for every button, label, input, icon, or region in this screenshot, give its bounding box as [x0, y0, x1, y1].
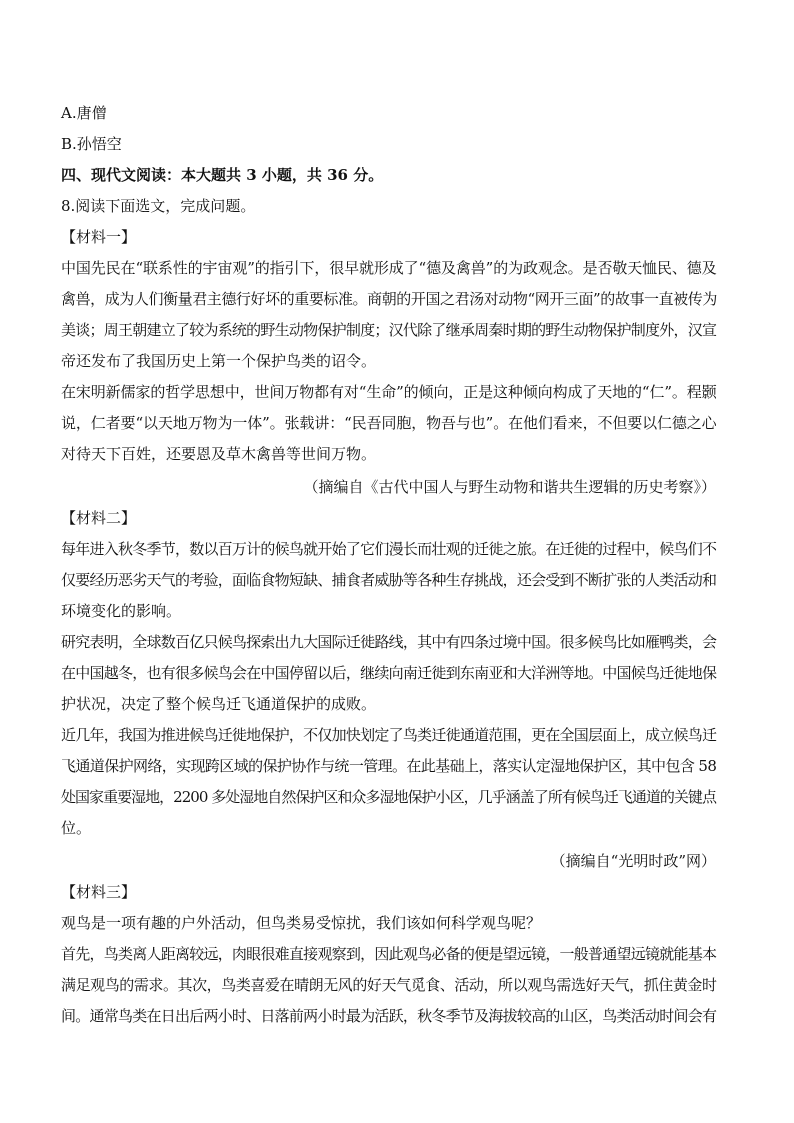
material-one-line: 美谈；周王朝建立了较为系统的野生动物保护制度；汉代除了继承周秦时期的野生动物保护制度外，汉宣 [61, 321, 717, 339]
material-two-line: 环境变化的影响。 [61, 602, 182, 620]
material-two-line: 护状况，决定了整个候鸟迁飞通道保护的成败。 [61, 695, 377, 713]
material-three-line: 间。通常鸟类在日出后两小时、日落前两小时最为活跃，秋冬季节及海拔较高的山区，鸟类活动时间会有 [61, 1007, 717, 1025]
material-two-line: 处国家重要湿地，2200 多处湿地自然保护区和众多湿地保护小区，几乎涵盖了所有候鸟迁飞通道的关键点 [61, 788, 716, 806]
material-one-line: 帝还发布了我国历史上第一个保护鸟类的诏令。 [61, 352, 377, 370]
material-two-source: （摘编自“光明时政”网） [550, 852, 716, 870]
material-two-heading: 【材料二】 [61, 509, 137, 527]
option-a: A.唐僧 [61, 104, 107, 122]
material-two-line: 仅要经历恶劣天气的考验，面临食物短缺、捕食者威胁等各种生存挑战，还会受到不断扩张的人类活动和 [61, 571, 717, 589]
material-three-line: 首先，鸟类离人距离较远，肉眼很难直接观察到，因此观鸟必备的便是望远镜，一般普通望远镜就能基本 [61, 945, 717, 963]
material-two-line: 每年进入秋冬季节，数以百万计的候鸟就开始了它们漫长而壮观的迁徙之旅。在迁徙的过程中，候鸟们不 [61, 540, 717, 558]
material-one-line: 在宋明新儒家的哲学思想中，世间万物都有对“生命”的倾向，正是这种倾向构成了天地的“仁”。程颢 [61, 383, 717, 401]
material-two-line: 在中国越冬，也有很多候鸟会在中国停留以后，继续向南迁徙到东南亚和大洋洲等地。中国候鸟迁徙地保 [61, 664, 717, 682]
material-three-heading: 【材料三】 [61, 883, 137, 901]
material-one-source: （摘编自《古代中国人与野生动物和谐共生逻辑的历史考察》） [303, 478, 716, 496]
section-heading: 四、现代文阅读：本大题共 3 小题，共 36 分。 [61, 166, 384, 184]
option-b: B.孙悟空 [61, 135, 122, 153]
material-one-line: 对待天下百姓，还要恩及草木禽兽等世间万物。 [61, 445, 377, 463]
material-one-line: 禽兽，成为人们衡量君主德行好坏的重要标准。商朝的开国之君汤对动物“网开三面”的故事一直被传为 [61, 290, 717, 308]
material-two-line: 近几年，我国为推进候鸟迁徙地保护，不仅加快划定了鸟类迁徙通道范围，更在全国层面上，成立候鸟迁 [61, 726, 717, 744]
material-one-line: 中国先民在“联系性的宇宙观”的指引下，很早就形成了“德及禽兽”的为政观念。是否敬天恤民、德及 [61, 259, 717, 277]
material-three-line: 满足观鸟的需求。其次，鸟类喜爱在晴朗无风的好天气觅食、活动，所以观鸟需选好天气，抓住黄金时 [61, 976, 717, 994]
question-prompt: 8.阅读下面选文，完成问题。 [61, 197, 256, 215]
material-three-line: 观鸟是一项有趣的户外活动，但鸟类易受惊扰，我们该如何科学观鸟呢？ [61, 914, 542, 932]
material-two-line: 位。 [61, 819, 92, 837]
material-one-line: 说，仁者要“以天地万物为一体”。张载讲：“民吾同胞，物吾与也”。在他们看来，不但要以仁德之心 [61, 414, 717, 432]
material-one-heading: 【材料一】 [61, 228, 137, 246]
material-two-line: 飞通道保护网络，实现跨区域的保护协作与统一管理。在此基础上，落实认定湿地保护区，其中包含 58 [61, 757, 717, 775]
material-two-line: 研究表明，全球数百亿只候鸟探索出九大国际迁徙路线，其中有四条过境中国。很多候鸟比如雁鸭类，会 [61, 633, 717, 651]
